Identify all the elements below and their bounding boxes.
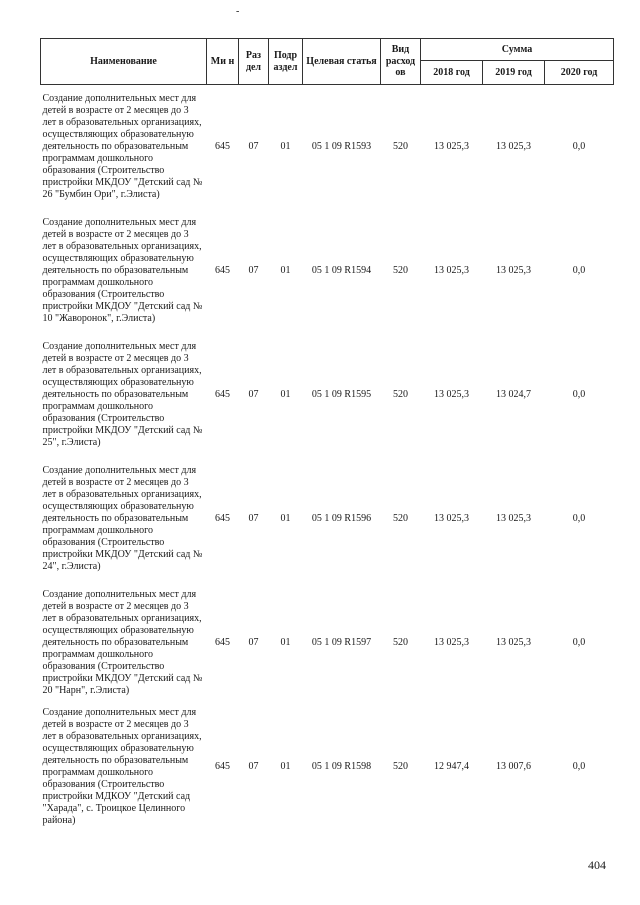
cell-2020: 0,0 <box>572 388 586 400</box>
cell-podrazdel: 01 <box>280 140 291 152</box>
cell-min: 645 <box>215 388 230 400</box>
cell-2018: 13 025,3 <box>434 388 469 400</box>
table-header <box>41 39 614 85</box>
header-2020: 2020 год <box>545 61 614 85</box>
table-row <box>41 333 614 457</box>
cell-target: 05 1 09 R1594 <box>311 264 372 276</box>
cell-2019: 13 025,3 <box>496 636 531 648</box>
cell-2019: 13 025,3 <box>496 140 531 152</box>
cell-2018: 13 025,3 <box>434 264 469 276</box>
cell-target: 05 1 09 R1597 <box>311 636 372 648</box>
cell-2018: 12 947,4 <box>434 760 469 772</box>
cell-2018: 13 025,3 <box>434 512 469 524</box>
budget-table <box>40 38 614 829</box>
table-row <box>41 209 614 333</box>
header-target: Целевая статья <box>303 39 381 85</box>
cell-podrazdel: 01 <box>280 264 291 276</box>
header-min: Ми н <box>207 39 239 85</box>
cell-podrazdel: 01 <box>280 760 291 772</box>
header-vid: Вид расход ов <box>381 39 421 85</box>
cell-name: Создание дополнительных мест для детей в возрасте от 2 месяцев до 3 лет в образовательных организациях, осуществляющих образовательную деятельность по образовательным программам дошкольного образования (Строительство пристройки МКДОУ "Детский сад № 25", г.Элиста) <box>42 340 203 448</box>
cell-2019: 13 007,6 <box>496 760 531 772</box>
header-razdel: Раз дел <box>239 39 269 85</box>
cell-2020: 0,0 <box>572 512 586 524</box>
table-body <box>41 85 614 829</box>
cell-podrazdel: 01 <box>280 512 291 524</box>
table-row <box>41 581 614 705</box>
cell-min: 645 <box>215 760 230 772</box>
header-2019: 2019 год <box>483 61 545 85</box>
cell-min: 645 <box>215 264 230 276</box>
header-podrazdel: Подр аздел <box>269 39 303 85</box>
cell-2018: 13 025,3 <box>434 636 469 648</box>
header-sum: Сумма <box>421 39 614 61</box>
header-2018: 2018 год <box>421 61 483 85</box>
cell-vid: 520 <box>393 512 408 524</box>
cell-2020: 0,0 <box>572 636 586 648</box>
cell-vid: 520 <box>393 140 408 152</box>
cell-2018: 13 025,3 <box>434 140 469 152</box>
cell-min: 645 <box>215 512 230 524</box>
cell-2020: 0,0 <box>572 140 586 152</box>
cell-vid: 520 <box>393 636 408 648</box>
page-number: 404 <box>588 858 606 872</box>
header-name: Наименование <box>41 39 207 85</box>
cell-2019: 13 024,7 <box>496 388 531 400</box>
cell-razdel: 07 <box>248 264 259 276</box>
cell-vid: 520 <box>393 388 408 400</box>
cell-vid: 520 <box>393 264 408 276</box>
cell-2019: 13 025,3 <box>496 512 531 524</box>
page-top-mark: - <box>236 6 240 17</box>
cell-target: 05 1 09 R1596 <box>311 512 372 524</box>
cell-2020: 0,0 <box>572 264 586 276</box>
table-row <box>41 705 614 829</box>
cell-2019: 13 025,3 <box>496 264 531 276</box>
cell-vid: 520 <box>393 760 408 772</box>
cell-target: 05 1 09 R1598 <box>311 760 372 772</box>
cell-2020: 0,0 <box>572 760 586 772</box>
cell-name: Создание дополнительных мест для детей в возрасте от 2 месяцев до 3 лет в образовательных организациях, осуществляющих образовательную деятельность по образовательным программам дошкольного образования (Строительство пристройки МКДОУ "Детский сад № 10 "Жаворонок", г.Элиста) <box>42 216 203 324</box>
cell-name: Создание дополнительных мест для детей в возрасте от 2 месяцев до 3 лет в образовательных организациях, осуществляющих образовательную деятельность по образовательным программам дошкольного образования (Строительство пристройки МКДОУ "Детский сад № 24", г.Элиста) <box>42 464 203 572</box>
cell-name: Создание дополнительных мест для детей в возрасте от 2 месяцев до 3 лет в образовательных организациях, осуществляющих образовательную деятельность по образовательным программам дошкольного образования (Строительство пристройки МДКОУ "Детский сад "Харада", с. Троицкое Целинного района) <box>42 706 202 826</box>
cell-razdel: 07 <box>248 636 259 648</box>
table-row <box>41 85 614 209</box>
cell-name: Создание дополнительных мест для детей в возрасте от 2 месяцев до 3 лет в образовательных организациях, осуществляющих образовательную деятельность по образовательным программам дошкольного образования (Строительство пристройки МКДОУ "Детский сад № 26 "Бумбин Ори", г.Элиста) <box>42 92 203 200</box>
cell-target: 05 1 09 R1595 <box>311 388 372 400</box>
cell-razdel: 07 <box>248 388 259 400</box>
cell-podrazdel: 01 <box>280 388 291 400</box>
cell-min: 645 <box>215 636 230 648</box>
cell-razdel: 07 <box>248 760 259 772</box>
cell-name: Создание дополнительных мест для детей в возрасте от 2 месяцев до 3 лет в образовательных организациях, осуществляющих образовательную деятельность по образовательным программам дошкольного образования (Строительство пристройки МКДОУ "Детский сад № 20 "Нарн", г.Элиста) <box>42 588 203 696</box>
cell-podrazdel: 01 <box>280 636 291 648</box>
cell-razdel: 07 <box>248 140 259 152</box>
cell-target: 05 1 09 R1593 <box>311 140 372 152</box>
table-row <box>41 457 614 581</box>
cell-min: 645 <box>215 140 230 152</box>
cell-razdel: 07 <box>248 512 259 524</box>
